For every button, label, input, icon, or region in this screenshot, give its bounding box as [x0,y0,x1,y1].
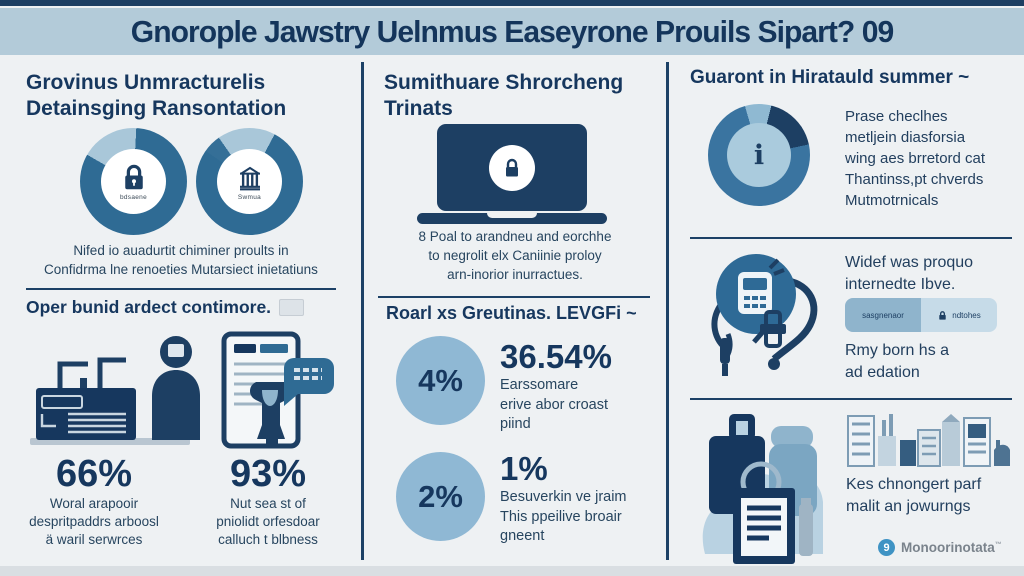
donut-center [217,149,282,214]
right-horizontal-divider-1 [690,237,1012,239]
donut-chart-info [708,104,810,206]
title-band [0,8,1024,55]
caption-line: 8 Poal to arandneu and eorchhe [418,229,612,244]
divider-left-middle [361,62,364,560]
donut-chart-building [196,128,303,235]
stat-caption: Earssomare erive abor croast piind [500,377,608,433]
logo-wordmark: Monoorinotata [901,540,995,555]
title-line: Trinats [384,96,453,120]
top-border [0,0,1024,6]
caption-line: to negrolit elx Caniinie proloy [428,248,602,264]
stat-caption: Nut sea st of pniolidt orfesdoar calluch t blbness [216,495,320,548]
caption-line: malit an jowurngs [846,498,971,516]
workers-machine-illustration [28,330,334,458]
caption-line: Mutmotrnicals [845,192,939,209]
page-title: Gnorople Jawstry Uelnmus Easeyrone Prouils Sipart? 09 [130,13,894,49]
stat-1 [500,452,660,547]
caption-line: Kes chnongert parf [846,476,982,493]
stat-value: 93% [229,453,307,495]
caption-line: Confidrma lne renoeties Mutarsiect inietatiuns [44,262,318,278]
brand-logo [878,539,1002,556]
stat-caption: Besuverkin ve jraim This ppeilive broair gneent [500,489,627,545]
right-section-title [690,66,969,89]
laptop-lock-icon [437,124,587,211]
trademark-symbol: ™ [994,541,1002,549]
buildings-icon [846,410,1014,468]
stat-93 [182,455,354,550]
stat-value: 1% [500,450,548,487]
stat-66 [8,455,180,550]
title-line: Grovinus Unmracturelis [26,71,266,94]
laptop-notch [487,213,537,218]
left-horizontal-divider [26,288,336,290]
middle-caption [374,227,656,284]
rmy-caption [845,340,1017,385]
title-line: Guaront in Hiratauld summer ~ [690,67,970,88]
padlock-icon [500,156,524,180]
caption-line: wing aes brretord cat [845,150,986,167]
badge-label: sasgnenaor [862,310,904,320]
donut-label: bdsaene [119,193,148,201]
padlock-icon [937,310,948,321]
stat-caption: Woral arapooir despritpaddrs arboosl ä waril serwrces [29,495,159,548]
caption-line: Prase checlhes [845,108,948,125]
padlock-icon [119,163,149,193]
caption-line: metljein diasforsia [845,129,966,146]
caption-line: Rmy born hs a [845,342,950,359]
logo-text [901,540,1002,555]
middle-horizontal-divider [378,296,650,298]
stat-3654 [500,340,660,435]
logo-mark: 9 [878,539,895,556]
iv-drip-icon [698,246,833,391]
travel-caption [846,474,1018,519]
right-info-caption [845,106,1017,211]
title-line: Detainsging Ransontation [26,96,287,120]
badge-right-segment [921,298,997,332]
title-line: Sumithuare Shrorcheng [384,71,624,94]
middle-section-title [384,70,623,121]
bottom-border [0,566,1024,576]
left-caption [8,241,354,279]
right-horizontal-divider-2 [690,398,1012,400]
badge-left-segment [845,298,921,332]
donut-chart-lock [80,128,187,235]
luggage-icon [695,404,843,564]
left-section-title [26,70,286,121]
caption-line: Nifed io auadurtit chiminer proults in [73,243,289,258]
stat-value: 66% [55,453,133,495]
left-subsection-title [26,297,304,318]
circle-stat-2: 2% [396,452,485,541]
bank-icon [235,163,265,193]
lock-circle [489,145,535,191]
donut-label: Swmua [237,193,262,201]
toggle-badge [845,298,997,332]
badge-label: ndtohes [952,310,981,320]
subheader-text: Oper bunid ardect contimore. [26,297,272,317]
small-badge [279,299,304,316]
caption-line: arn-inorior inurractues. [447,267,583,283]
subheader-text: Roarl xs Greutinas. LEVGFi ~ [386,303,637,323]
stat-value: 36.54% [500,338,612,375]
info-icon: i [753,139,765,171]
widef-caption [845,252,1017,297]
caption-line: internedte Ibve. [845,276,956,294]
donut-center [727,123,791,187]
middle-subsection-title [386,303,637,324]
caption-line: Widef was proquo [845,254,974,271]
caption-line: Thantinss,pt chverds [845,171,984,188]
caption-line: ad edation [845,364,920,382]
divider-middle-right [666,62,669,560]
circle-stat-4: 4% [396,336,485,425]
donut-center [101,149,166,214]
